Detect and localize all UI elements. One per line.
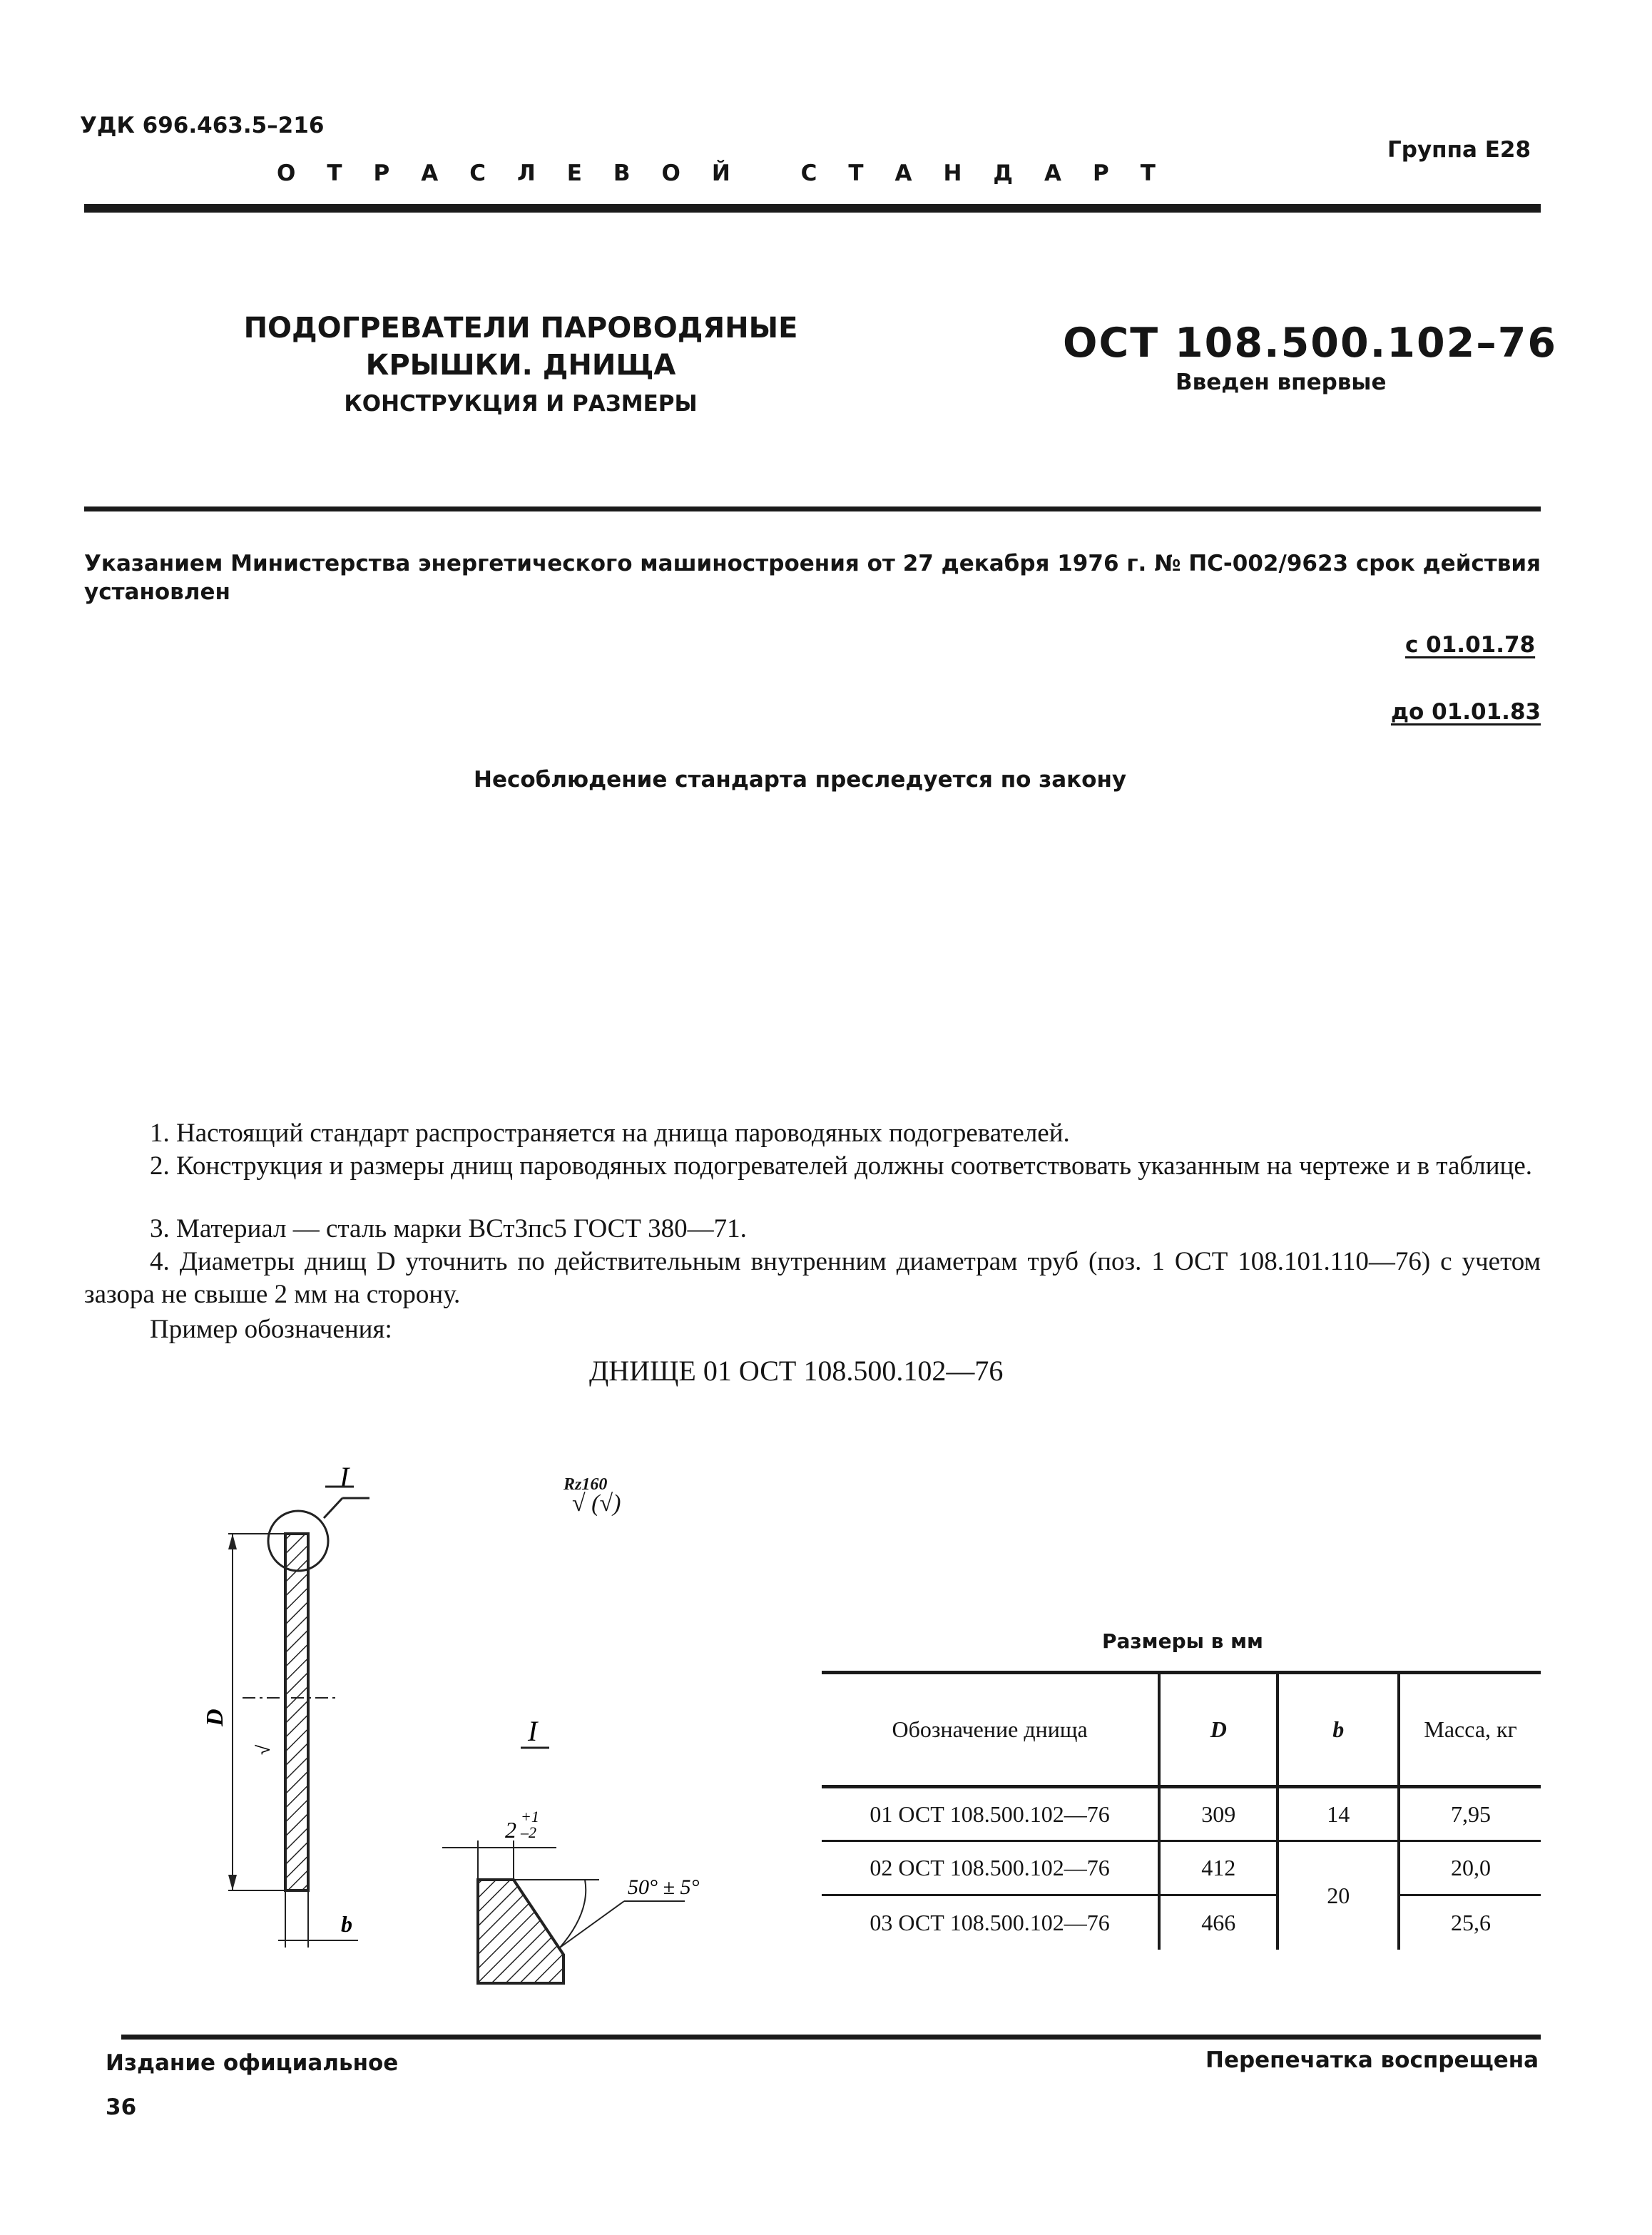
standard-banner: ОТРАСЛЕВОЙ СТАНДАРТ <box>277 161 1187 186</box>
decree-text: Указанием Министерства энергетического машиностроения от 27 декабря 1976 г. № ПС-002/9623 срок действия установлен <box>84 551 1541 605</box>
roughness-mark-icon: √ <box>253 1744 274 1755</box>
cell-designation: 03 ОСТ 108.500.102—76 <box>822 1895 1159 1950</box>
example-label: Пример обозначения: <box>150 1315 392 1344</box>
compliance-warning: Несоблюдение стандарта преследуется по закону <box>474 767 1127 793</box>
detail-label: I <box>528 1715 538 1747</box>
cell-d: 309 <box>1159 1787 1278 1841</box>
title-line-2: КРЫШКИ. ДНИЩА <box>365 349 676 382</box>
clause-3: 3. Материал — сталь марки ВСт3пс5 ГОСТ 380—71. <box>150 1214 747 1243</box>
cell-mass: 7,95 <box>1399 1787 1541 1841</box>
clause-2: 2. Конструкция и размеры днищ пароводяных подогревателей должны соответствовать указанным на чертеже и в таблице. <box>150 1151 1533 1181</box>
roughness-symbol-icon: √ (√) <box>572 1490 621 1517</box>
udk-code: УДК 696.463.5–216 <box>80 113 325 138</box>
bevel-angle: 50° ± 5° <box>628 1875 699 1899</box>
valid-to-date: до 01.01.83 <box>1391 699 1541 725</box>
dimension-d-label: D <box>202 1709 228 1726</box>
gap-tolerance-plus: +1 <box>521 1808 539 1826</box>
table-row <box>822 1787 1541 1841</box>
table-row <box>822 1841 1541 1895</box>
table-row <box>822 1895 1541 1950</box>
detail-section-hatch <box>478 1880 564 1983</box>
cell-d: 466 <box>1159 1895 1278 1950</box>
detail-leader <box>324 1498 342 1518</box>
angle-leader <box>560 1901 624 1948</box>
table-header-row <box>822 1673 1541 1787</box>
cell-b: 14 <box>1278 1787 1399 1841</box>
footer-rule <box>121 2035 1541 2040</box>
roughness-note <box>556 1475 685 1539</box>
dimensions-table <box>822 1671 1541 1950</box>
cell-b: 20 <box>1278 1841 1399 1950</box>
roughness-value: Rz160 <box>564 1475 608 1494</box>
cell-mass: 25,6 <box>1399 1895 1541 1950</box>
header-designation: Обозначение днища <box>822 1673 1159 1787</box>
gap-tolerance-minus: –2 <box>521 1823 536 1841</box>
title-line-3: КОНСТРУКЦИЯ И РАЗМЕРЫ <box>344 391 698 417</box>
cell-designation: 01 ОСТ 108.500.102—76 <box>870 1801 1110 1827</box>
header-mass: Масса, кг <box>1399 1673 1541 1787</box>
page-number: 36 <box>106 2094 137 2120</box>
header-d: D <box>1159 1673 1278 1787</box>
bottom-section-hatch <box>285 1534 308 1890</box>
example-designation: ДНИЩЕ 01 ОСТ 108.500.102—76 <box>589 1355 1004 1387</box>
clause-1: 1. Настоящий стандарт распространяется на днища пароводяных подогревателей. <box>150 1119 1070 1148</box>
gap-value: 2 <box>505 1817 516 1843</box>
introduced-note: Введен впервые <box>1176 370 1387 395</box>
section-view <box>202 1461 369 1948</box>
cell-mass: 20,0 <box>1399 1841 1541 1895</box>
title-rule <box>84 506 1541 511</box>
detail-view <box>442 1715 699 1983</box>
group-code: Группа Е28 <box>1387 137 1531 163</box>
dimension-b-label: b <box>341 1911 352 1937</box>
official-edition: Издание официальное <box>106 2050 399 2076</box>
cell-d: 412 <box>1159 1841 1278 1895</box>
standard-designation: ОСТ 108.500.102–76 <box>1063 320 1558 367</box>
header-rule <box>84 204 1541 213</box>
valid-from-date: с 01.01.78 <box>1405 632 1536 658</box>
document-title <box>214 310 827 424</box>
view-label: I <box>340 1461 350 1493</box>
cell-designation: 02 ОСТ 108.500.102—76 <box>822 1841 1159 1895</box>
reprint-prohibited: Перепечатка воспрещена <box>1205 2047 1539 2073</box>
table-units: Размеры в мм <box>1102 1629 1263 1653</box>
title-line-1: ПОДОГРЕВАТЕЛИ ПАРОВОДЯНЫЕ <box>243 312 798 345</box>
header-b: b <box>1278 1673 1399 1787</box>
clause-4: 4. Диаметры днищ D уточнить по действительным внутренним диаметрам труб (поз. 1 ОСТ 108.101.110—76) с учетом зазора не свыше 2 мм на сторону. <box>84 1247 1541 1309</box>
